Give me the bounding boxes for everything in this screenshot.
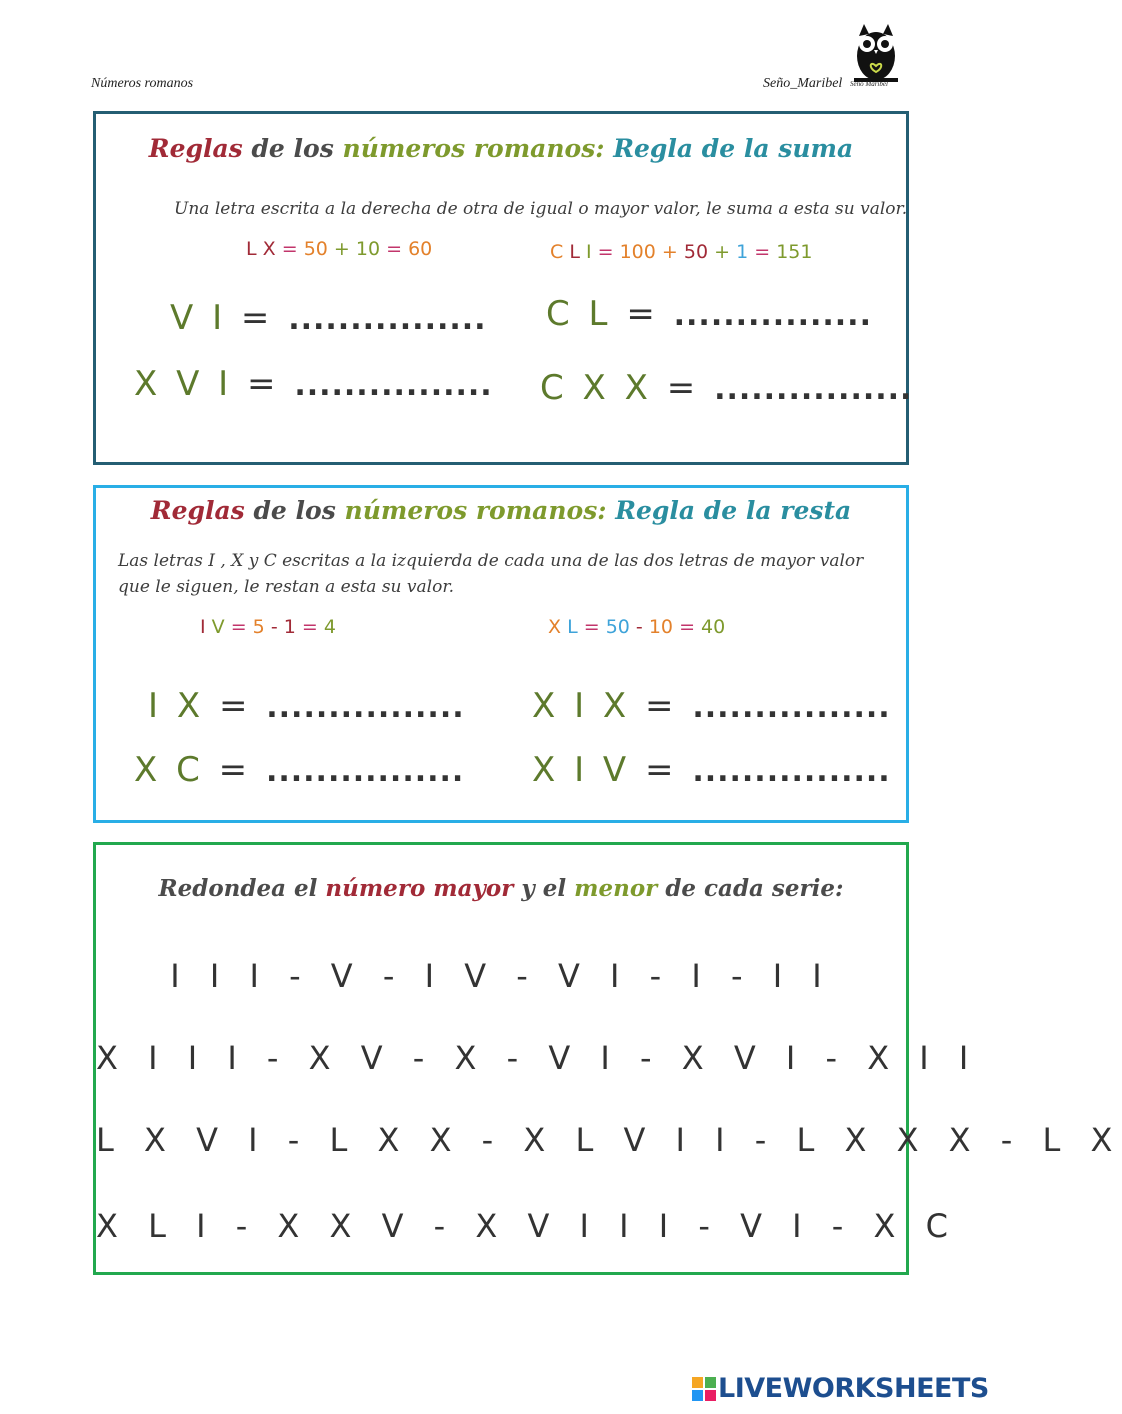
header-left-title: Números romanos: [91, 76, 194, 91]
sum-rule-box: [93, 111, 913, 465]
series-row-1[interactable]: I I I - V - I V - V I - I - I I: [170, 957, 832, 995]
round-series-title: Redondea el número mayor y el menor de cada serie:: [158, 875, 844, 902]
sum-exercise-cxx[interactable]: C X X = ................: [540, 368, 913, 408]
sum-rule-title: Reglas de los números romanos: Regla de la suma: [148, 134, 854, 163]
sum-example-lx: L X = 50 + 10 = 60: [246, 238, 433, 260]
header-author: Seño_Maribel: [763, 76, 843, 91]
sum-exercise-xvi[interactable]: X V I = ................: [134, 364, 493, 404]
series-row-2[interactable]: X I I I - X V - X - V I - X V I - X I I: [96, 1039, 979, 1077]
series-row-3[interactable]: L X V I - L X X - X L V I I - L X X X - L X: [96, 1121, 1122, 1159]
subtraction-exercise-xix[interactable]: X I X = ................: [532, 686, 891, 726]
subtraction-example-iv: I V = 5 - 1 = 4: [200, 616, 336, 638]
subtraction-rule-title: Reglas de los números romanos: Regla de la resta: [150, 496, 852, 525]
liveworksheets-text: LIVEWORKSHEETS: [718, 1373, 989, 1404]
series-row-4[interactable]: X L I - X X V - X V I I I - V I - X C: [96, 1207, 958, 1245]
liveworksheets-logo-icon: [692, 1377, 716, 1401]
subtraction-exercise-ix[interactable]: I X = ................: [148, 686, 465, 726]
owl-logo-icon: [850, 22, 902, 88]
round-series-box: [93, 842, 1122, 1275]
subtraction-rule-box: [93, 485, 909, 823]
sum-exercise-vi[interactable]: V I = ................: [170, 298, 487, 338]
subtraction-exercise-xiv[interactable]: X I V = ................: [532, 750, 891, 790]
subtraction-example-xl: X L = 50 - 10 = 40: [548, 616, 726, 638]
sum-rule-text: Una letra escrita a la derecha de otra de igual o mayor valor, le suma a esta su valor.: [174, 199, 908, 219]
subtraction-rule-text: Las letras I , X y C escritas a la izquierda de cada una de las dos letras de mayor valor que le siguen, le restan a esta su valor.: [118, 551, 864, 597]
subtraction-exercise-xc[interactable]: X C = ................: [134, 750, 465, 790]
sum-example-cli: C L I = 100 + 50 + 1 = 151: [550, 241, 813, 263]
logo-caption: Seño Maribel: [850, 80, 888, 88]
sum-exercise-cl[interactable]: C L = ................: [546, 294, 872, 334]
